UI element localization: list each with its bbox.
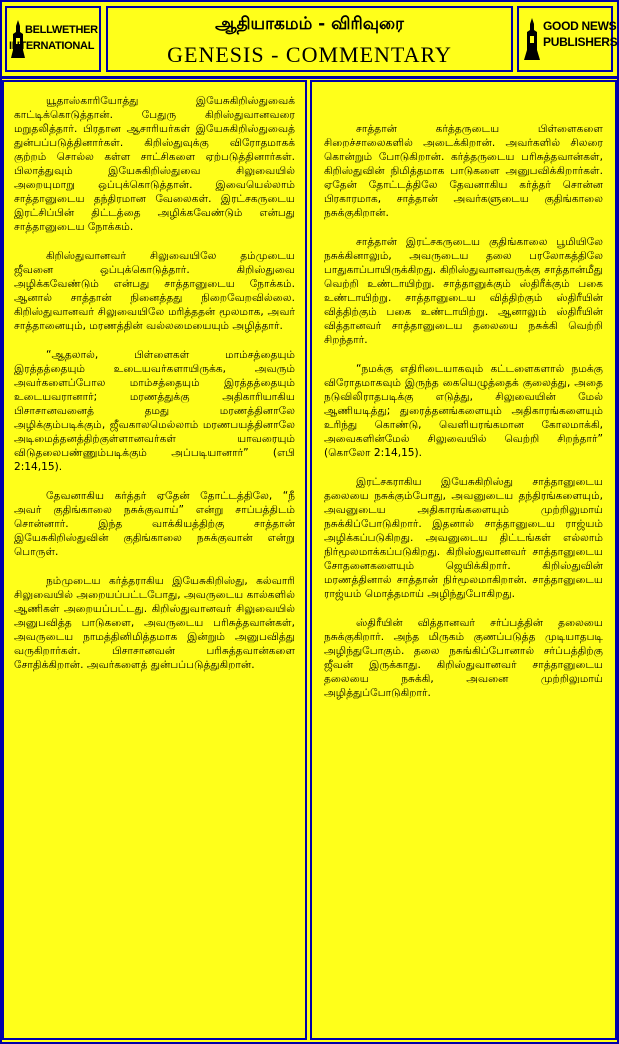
page-header	[2, 2, 617, 79]
good-news-line2: PUBLISHERS	[543, 35, 618, 49]
left-paragraph-1: யூதாஸ்காரியோத்து இயேசுகிறிஸ்துவைக் காட்டிக்கொடுத்தான். பேதுரு கிறிஸ்துவானவரை மறுதலித்தார். பிரதான ஆசாரியர்கள் இயேசுகிறிஸ்துவைத் துன்பப்படுத்தினார்கள். கிறிஸ்துவுக்கு விரோதமாகக் குற்றம் சொல்ல கள்ள சாட்சிகளை ஏற்படுத்தினார்கள். பிலாத்துவும் இயேசுகிறிஸ்துவை சிலுவையில் அறையுமாறு ஒப்புக்கொடுத்தான். இவையெல்லாம் சாத்தானுடைய தந்திரமான வேலைகள். இரட்சகருடைய இரட்சிப்பின் திட்டத்தை அழிக்கவேண்டும் என்பது சாத்தானுடைய நோக்கம்.	[14, 95, 295, 233]
left-paragraph-4: தேவனாகிய கர்த்தர் ஏதேன் தோட்டத்திலே, “நீ அவர் குதிங்காலை நசுக்குவாய்” என்று சாப்பத்திடம் சொன்னார். இந்த வாக்கியத்திற்கு சாத்தான் இயேசுகிறிஸ்துவின் குதிங்காலை நசுக்குவான் என்று பொருள்.	[14, 490, 295, 558]
left-column-text	[14, 94, 295, 687]
left-column	[2, 80, 307, 1040]
left-paragraph-2: கிறிஸ்துவானவர் சிலுவையிலே தம்முடைய ஜீவனை ஒப்புக்கொடுத்தார். கிறிஸ்துவை அழிக்கவேண்டும் என்பது சாத்தானுடைய நோக்கம். ஆனால் சாத்தான் நினைத்தது நிறைவேறவில்லை. கிறிஸ்துவானவர் சிலுவையிலே மரித்ததன் மூலமாக, அவர் சாத்தானையும், மரணத்தின் வல்லமையையும் அழித்தார்.	[14, 250, 295, 332]
good-news-logo-text	[543, 18, 617, 50]
right-column	[310, 80, 617, 1040]
bellwether-line2: INTERNATIONAL	[9, 40, 95, 52]
right-paragraph-2: சாத்தான் இரட்சகருடைய குதிங்காலை பூமியிலே நசுக்கினாலும், அவருடைய தலை பரலோகத்திலே பாதுகாப்பாயிருக்கிறது. கிறிஸ்துவானவருக்கு சாத்தான்மீது வெற்றி உண்டாயிற்று. சாத்தானுக்கும் ஸ்திரீக்கும் பகை உண்டாயிற்று. சாத்தானுடைய வித்திற்கும் ஸ்திரீயின் வித்திற்கும் பகை உண்டாயிற்று. ஆனாலும் ஸ்திரீயின் வித்தானவர் சாத்தானுடைய தலையை நசுக்கி வெற்றி சிறந்தார்.	[324, 236, 603, 346]
good-news-logo	[517, 6, 618, 72]
bellwether-line1: BELLWETHER	[25, 24, 98, 36]
title-box	[106, 6, 513, 72]
right-column-text	[324, 122, 603, 715]
good-news-line1: GOOD NEWS	[543, 19, 617, 33]
title-tamil: ஆதியாகமம் - விரிவுரை	[215, 14, 404, 34]
bellwether-logo-text	[9, 22, 98, 54]
right-paragraph-5: ஸ்திரீயின் வித்தானவர் சர்ப்பத்தின் தலையை நசுக்குகிறார். அந்த மிருகம் குணப்படுத்த முடியாதபடி அழிந்துபோகும். தலை நசுங்கிப்போனால் சர்ப்பத்திற்கு ஜீவன் இருக்காது. கிறிஸ்துவானவர் சாத்தானுடைய தலையை நசுக்கி, அவனை முற்றிலுமாய் அழித்துப்போடுகிறார்.	[324, 617, 603, 699]
title-english: GENESIS - COMMENTARY	[167, 42, 452, 67]
left-paragraph-5: நம்முடைய கர்த்தராகிய இயேசுகிறிஸ்து, கல்வாரி சிலுவையில் அறையப்பட்டபோது, அவருடைய கால்களில் ஆணிகள் அறையப்பட்டது. கிறிஸ்துவானவர் சிலுவையில் அனுபவித்த பாடுகளை, அவருடைய பரிசுத்தவான்கள், அவருடைய நாமத்தினிமித்தமாக இன்றும் அனுபவித்து வருகிறார்கள். பிசாசானவன் பரிசுத்தவான்களை சோதிக்கிறான். அவர்களைத் துன்பப்படுத்துகிறான்.	[14, 575, 296, 671]
bellwether-logo	[5, 6, 101, 72]
right-paragraph-3: “நமக்கு எதிரிடையாகவும் கட்டளைகளால் நமக்கு விரோதமாகவும் இருந்த கையெழுத்தைக் குலைத்து, அதை நடுவிலிராதபடிக்கு எடுத்து, சிலுவையின் மேல் ஆணியடித்து; துரைத்தனங்களையும் அதிகாரங்களையும் உரிந்து கொண்டு, வெளியரங்கமான கோலமாக்கி, அவைகளின்மேல் சிலுவையில் வெற்றி சிறந்தார்” (கொலோ 2:14,15).	[324, 363, 603, 459]
left-paragraph-3: “ஆதலால், பிள்ளைகள் மாம்சத்தையும் இரத்தத்தையும் உடையவர்களாயிருக்க, அவரும் அவர்களைப்போல மாம்சத்தையும் இரத்தத்தையும் உடையவரானார்; மரணத்துக்கு அதிகாரியாகிய பிசாசானவனைத் தமது மரணத்தினாலே அழிக்கும்படிக்கும், ஜீவகாலமெல்லாம் மரணபயத்தினாலே அடிமைத்தனத்திற்குள்ளானவர்கள் யாவரையும் விடுதலைபண்ணும்படிக்கும் அப்படியானார்” (எபி 2:14,15).	[14, 349, 295, 473]
right-paragraph-1: சாத்தான் கர்த்தருடைய பிள்ளைகளை சிறைச்சாலைகளில் அடைக்கிறான். அவர்களில் சிலரை கொன்றும் போடுகிறான். கர்த்தருடைய பரிசுத்தவான்கள், கிறிஸ்துவின் நிமித்தமாக பாடுகளை அனுபவிக்கிறார்கள். ஏதேன் தோட்டத்திலே தேவனாகிய கர்த்தர் சொன்ன பிரகாரமாக, சாத்தான் அவர்களுடைய குதிங்காலை நசுக்குகிறான்.	[324, 123, 603, 219]
bell-tower-icon	[524, 18, 540, 62]
right-paragraph-4: இரட்சகராகிய இயேசுகிறிஸ்து சாத்தானுடைய தலையை நசுக்கும்போது, அவனுடைய தந்திரங்களையும், அவனுடைய அதிகாரங்களையும் முற்றிலுமாய் நசுக்கிப்போடுகிறார். இதனால் சாத்தானுடைய ராஜ்யம் அழிக்கப்படுகிறது. அவனுடைய திட்டங்கள் எல்லாம் நிர்மூலமாக்கப்படுகிறது. கிறிஸ்துவானவர் சாத்தானுடைய சோதனைகளையும் ஜெயிக்கிறார். கிறிஸ்துவின் மரணத்தினால் சாத்தான் நிர்மூலமாகிறான். சாத்தானுடைய ராஜ்யம் மொத்தமாய் அழிந்துபோகிறது.	[324, 476, 603, 600]
